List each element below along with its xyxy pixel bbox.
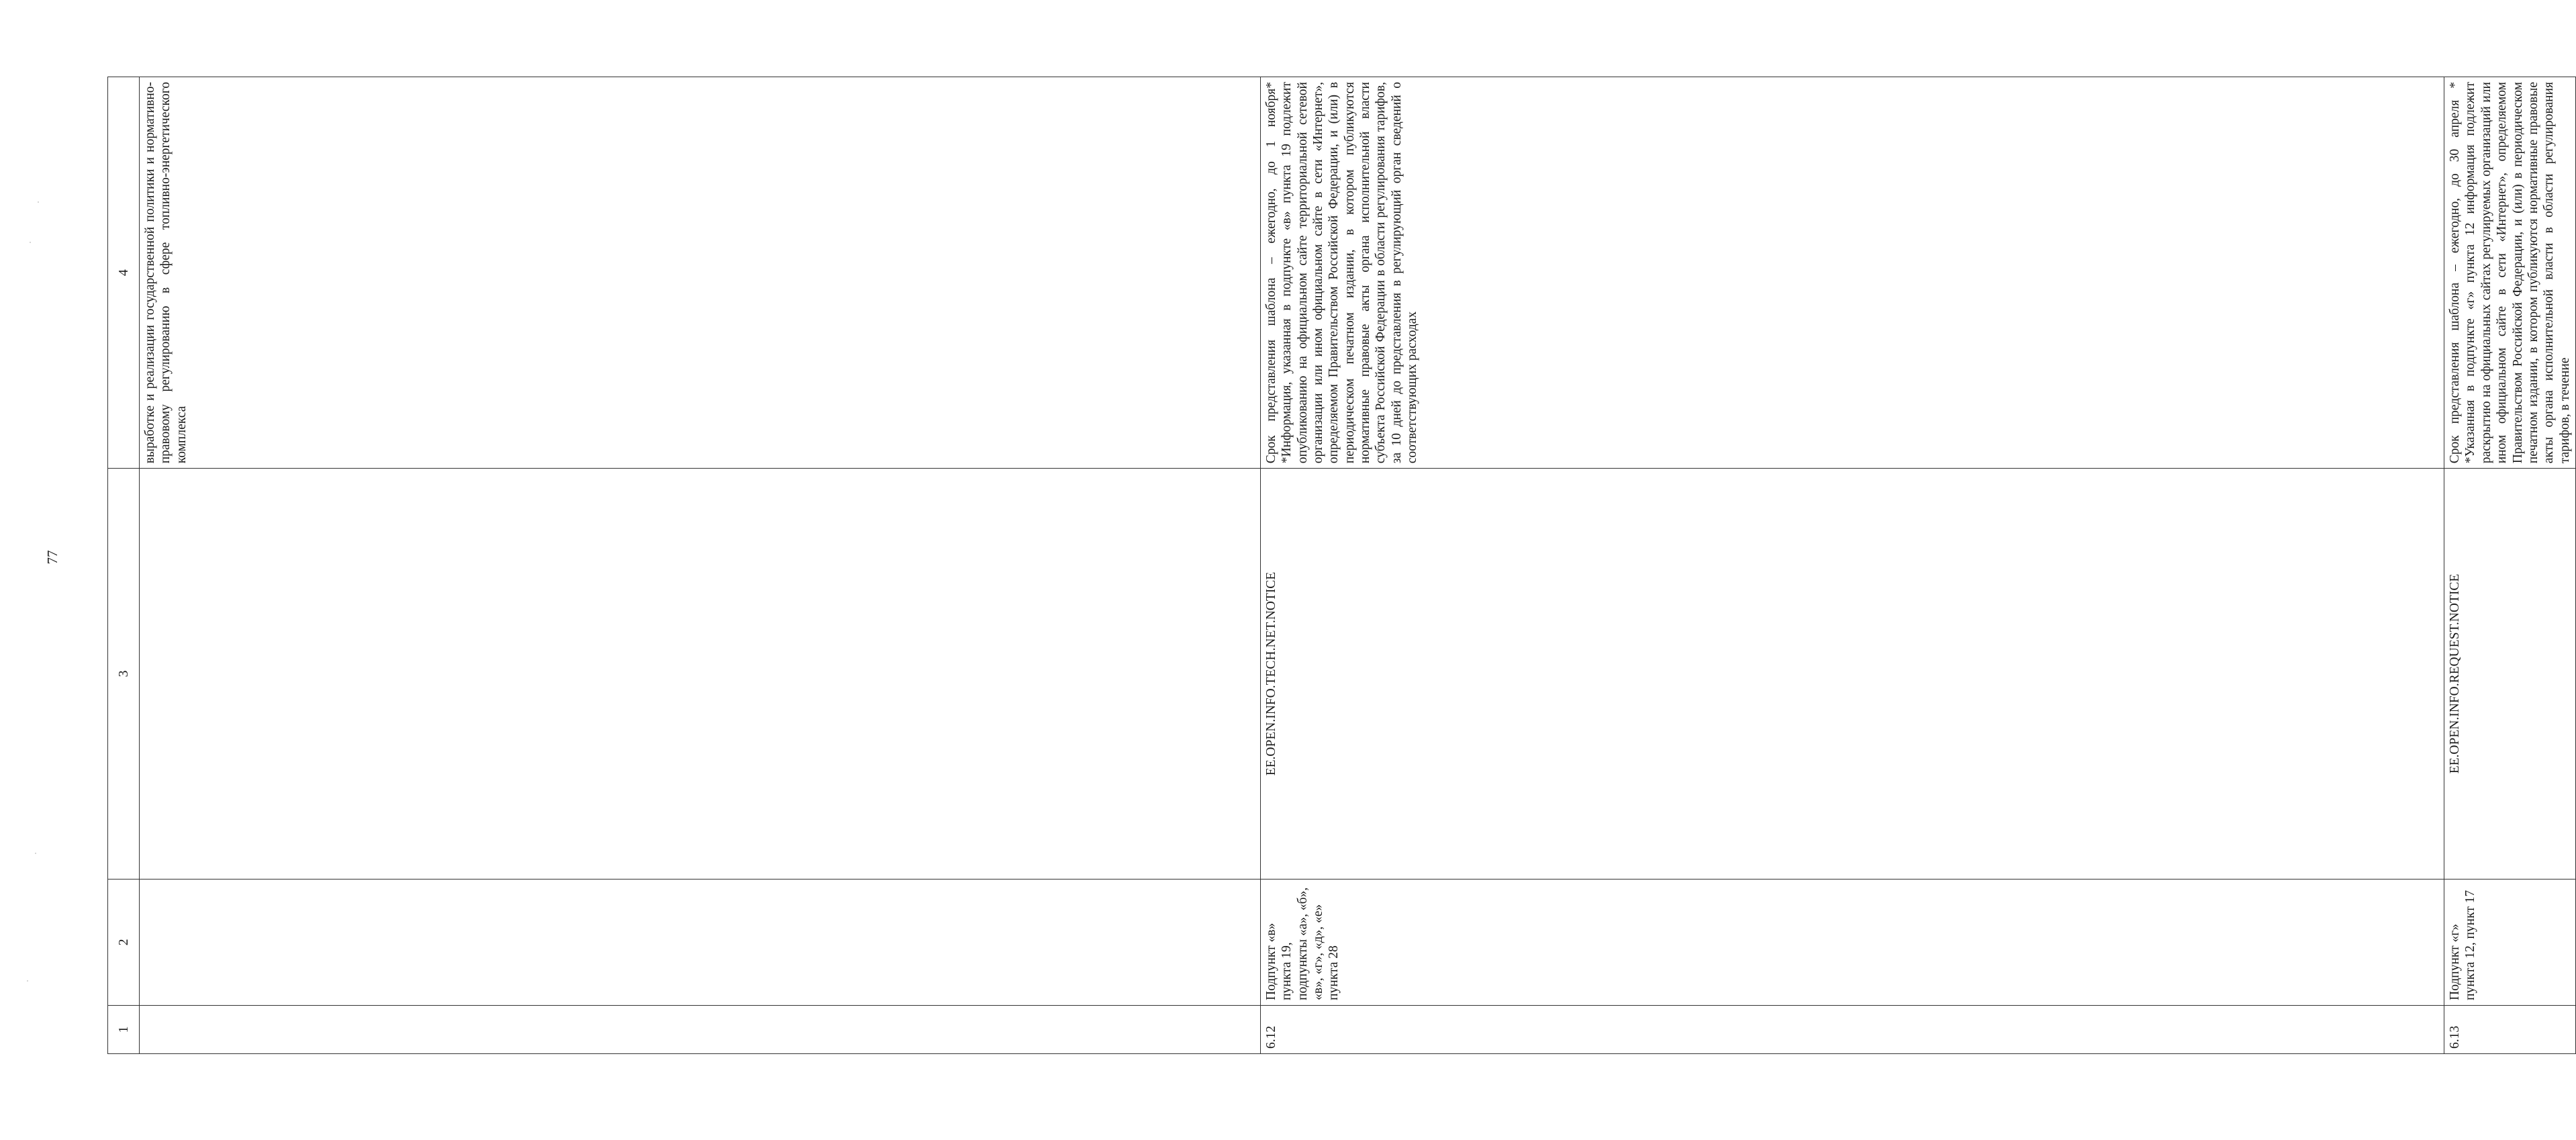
header-col-3: 3: [108, 469, 140, 879]
header-col-4: 4: [108, 77, 140, 469]
row-clause: Подпункт «г» пункта 12, пункт 17: [2444, 879, 2576, 1005]
row-number: 6.13: [2444, 1005, 2576, 1053]
header-col-2: 2: [108, 879, 140, 1005]
requirements-table: [107, 77, 2576, 1054]
row-description: выработке и реализации государственной политики и нормативно-правовому регулированию в сфере топливно-энергетического комплекса: [140, 77, 1261, 469]
row-number: [140, 1005, 1261, 1053]
scan-speck: [27, 980, 28, 982]
row-description: Срок представления шаблона – ежегодно, до 30 апреля * *Указанная в подпункте «г» пункта 12 информация подлежит раскрытию на официальных сайтах регулируемых организаций или ином официальном сайте в сети «Интернет», определяемом Правительством Российской Федерации, и (или) в периодическом печатном издании, в котором публикуются нормативные правовые акты органа исполнительной власти в области регулирования тарифов, в течение: [2444, 77, 2576, 469]
table-header-row: [108, 77, 140, 1054]
row-clause: [140, 879, 1261, 1005]
row-template-code: [140, 469, 1261, 879]
scan-speck: [38, 201, 39, 203]
table-row: [2444, 77, 2576, 1054]
row-number: 6.12: [1260, 1005, 2444, 1053]
table-row: [140, 77, 1261, 1054]
row-clause: Подпункт «в» пункта 19, подпункты «а», «б», «в», «г», «д», «е» пункта 28: [1260, 879, 2444, 1005]
rotated-table-container: [107, 77, 2572, 1054]
row-template-code: EE.OPEN.INFO.TECH.NET.NOTICE: [1260, 469, 2444, 879]
scan-speck: [30, 242, 31, 243]
page-number: 77: [44, 550, 60, 565]
table-row: [1260, 77, 2444, 1054]
row-template-code: EE.OPEN.INFO.REQUEST.NOTICE: [2444, 469, 2576, 879]
header-col-1: 1: [108, 1005, 140, 1053]
row-description: Срок представления шаблона – ежегодно, до 1 ноября* *Информация, указанная в подпункте «в» пункта 19 подлежит опубликованию на официальном сайте территориальной сетевой организации или ином официальном сайте в сети «Интернет», определяемом Правительством Российской Федерации, и (или) в периодическом печатном издании, в котором публикуются нормативные правовые акты органа исполнительной власти субъекта Российской Федерации в области регулирования тарифов, за 10 дней до представления в регулирующий орган сведений о соответствующих расходах: [1260, 77, 2444, 469]
scan-speck: [35, 853, 36, 854]
